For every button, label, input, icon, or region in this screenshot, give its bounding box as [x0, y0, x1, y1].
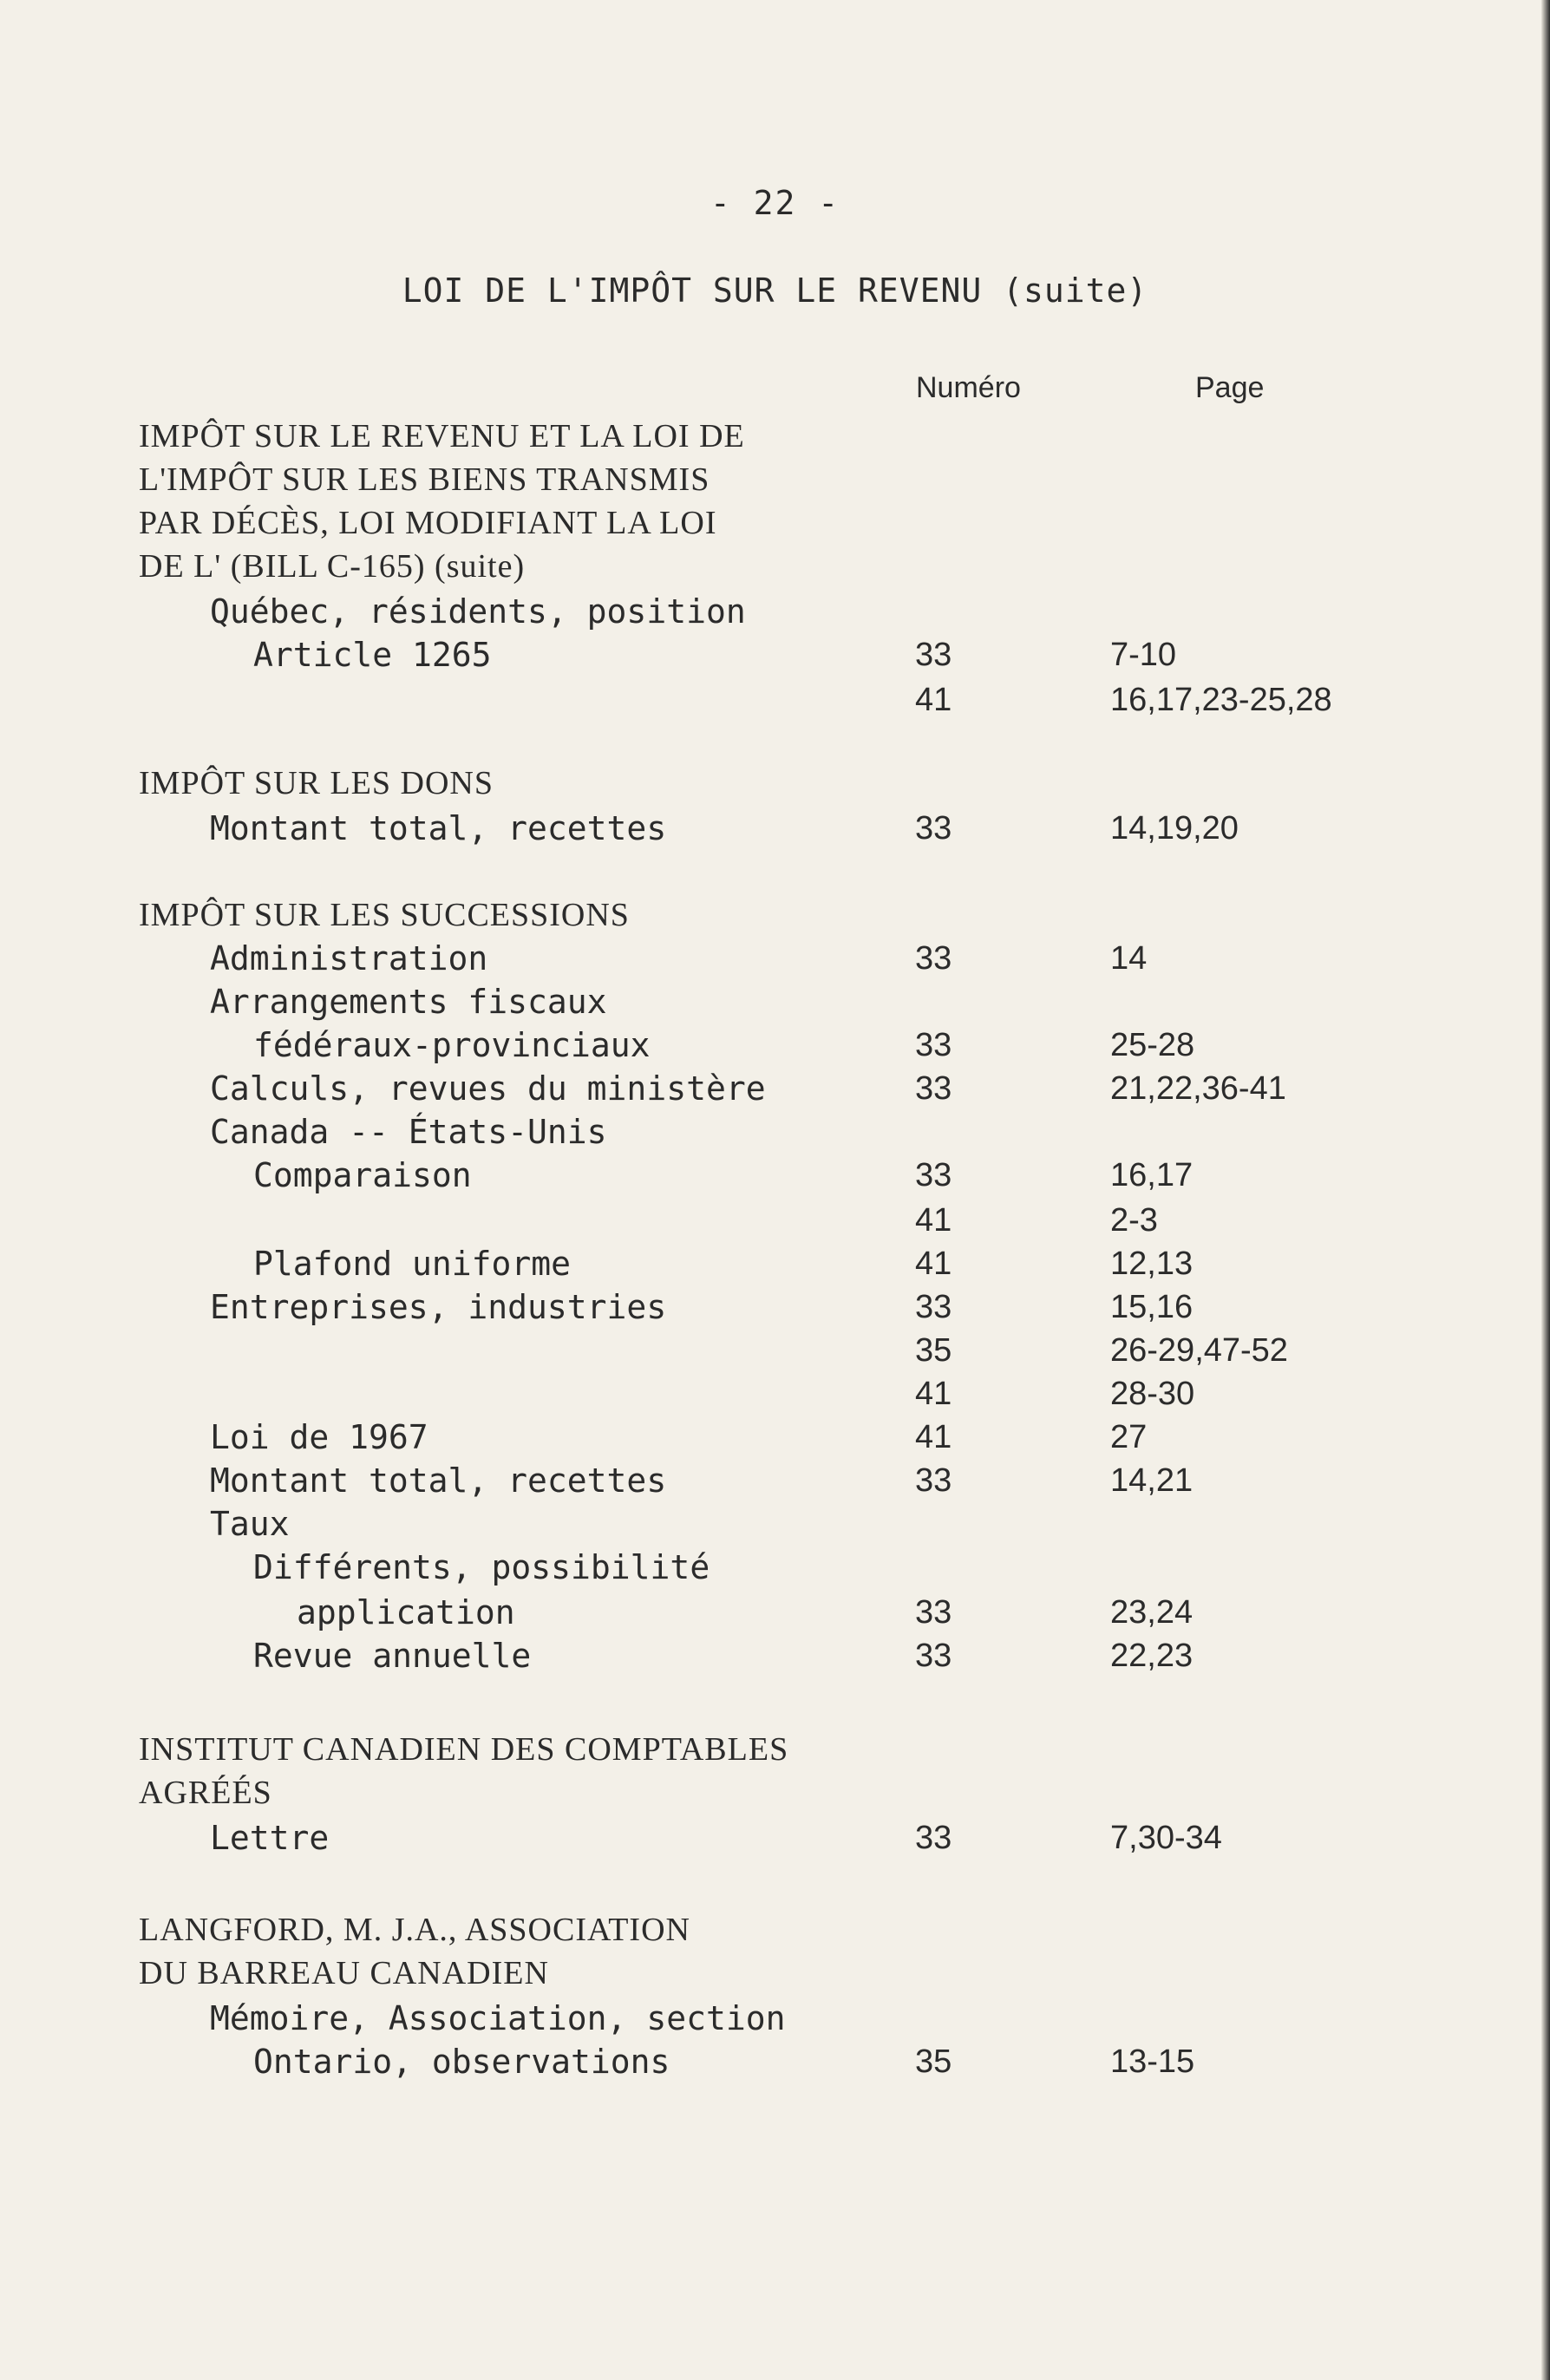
entry-label: Montant total, recettes [210, 1461, 667, 1500]
entry-numero: 33 [915, 1157, 952, 1193]
page-number: - 22 - [710, 184, 840, 222]
entry-label: Canada -- États-Unis [210, 1113, 607, 1151]
entry-label: Québec, résidents, position [210, 592, 746, 631]
entry-label: Loi de 1967 [210, 1418, 428, 1456]
entry-label: Arrangements fiscaux [210, 983, 607, 1021]
entry-numero: 41 [915, 1419, 952, 1455]
entry-numero: 41 [915, 1246, 952, 1282]
entry-numero: 35 [915, 1332, 952, 1369]
entry-label: fédéraux-provinciaux [253, 1026, 651, 1064]
entry-page: 26-29,47-52 [1110, 1332, 1288, 1369]
entry-heading: LANGFORD, M. J.A., ASSOCIATION [139, 1912, 690, 1948]
entry-numero: 33 [915, 637, 952, 673]
entry-heading: IMPÔT SUR LES SUCCESSIONS [139, 897, 630, 933]
entry-heading: L'IMPÔT SUR LES BIENS TRANSMIS [139, 461, 710, 498]
entry-label: Article 1265 [253, 636, 492, 674]
entry-numero: 41 [915, 1202, 952, 1239]
entry-page: 7,30-34 [1110, 1820, 1222, 1856]
entry-page: 14 [1110, 940, 1148, 977]
entry-numero: 33 [915, 1462, 952, 1499]
entry-label: Ontario, observations [253, 2043, 670, 2081]
entry-page: 16,17 [1110, 1157, 1194, 1193]
entry-heading: PAR DÉCÈS, LOI MODIFIANT LA LOI [139, 505, 717, 541]
column-header-numero: Numéro [916, 371, 1021, 404]
entry-label: Revue annuelle [253, 1637, 532, 1675]
entry-page: 14,21 [1110, 1462, 1194, 1499]
entry-numero: 33 [915, 1638, 952, 1674]
entry-heading: IMPÔT SUR LE REVENU ET LA LOI DE [139, 418, 745, 454]
entry-numero: 33 [915, 1289, 952, 1325]
entry-page: 14,19,20 [1110, 810, 1239, 847]
entry-heading: DU BARREAU CANADIEN [139, 1955, 549, 1991]
entry-label: Lettre [210, 1819, 330, 1857]
entry-page: 22,23 [1110, 1638, 1194, 1674]
entry-page: 7-10 [1110, 637, 1177, 673]
entry-numero: 41 [915, 682, 952, 718]
entry-numero: 35 [915, 2043, 952, 2080]
entry-label: Mémoire, Association, section [210, 1999, 786, 2037]
entry-page: 16,17,23-25,28 [1110, 682, 1332, 718]
entry-heading: IMPÔT SUR LES DONS [139, 765, 494, 801]
entry-label: Taux [210, 1505, 290, 1543]
entry-label: Entreprises, industries [210, 1288, 667, 1326]
entry-label: Calculs, revues du ministère [210, 1069, 766, 1108]
entry-page: 21,22,36-41 [1110, 1070, 1286, 1107]
entry-page: 13-15 [1110, 2043, 1195, 2080]
entry-numero: 41 [915, 1376, 952, 1412]
entry-numero: 33 [915, 940, 952, 977]
entry-page: 25-28 [1110, 1027, 1195, 1063]
entry-page: 28-30 [1110, 1376, 1195, 1412]
entry-page: 23,24 [1110, 1594, 1194, 1631]
entry-page: 2-3 [1110, 1202, 1158, 1239]
entry-numero: 33 [915, 1594, 952, 1631]
section-title: LOI DE L'IMPÔT SUR LE REVENU (suite) [402, 271, 1148, 310]
entry-label: application [297, 1593, 515, 1631]
column-header-page: Page [1195, 371, 1265, 404]
entry-label: Montant total, recettes [210, 809, 667, 847]
entry-page: 12,13 [1110, 1246, 1194, 1282]
entry-label: Différents, possibilité [253, 1548, 710, 1586]
page-edge-shadow [1541, 0, 1550, 2380]
entry-numero: 33 [915, 1027, 952, 1063]
entry-page: 15,16 [1110, 1289, 1194, 1325]
entry-numero: 33 [915, 1820, 952, 1856]
entry-heading: INSTITUT CANADIEN DES COMPTABLES [139, 1731, 789, 1768]
entry-label: Plafond uniforme [253, 1245, 572, 1283]
entry-page: 27 [1110, 1419, 1148, 1455]
entry-label: Administration [210, 939, 488, 978]
entry-numero: 33 [915, 1070, 952, 1107]
entry-label: Comparaison [253, 1156, 472, 1194]
entry-heading: DE L' (BILL C-165) (suite) [139, 548, 526, 585]
entry-numero: 33 [915, 810, 952, 847]
entry-heading: AGRÉÉS [139, 1775, 272, 1811]
